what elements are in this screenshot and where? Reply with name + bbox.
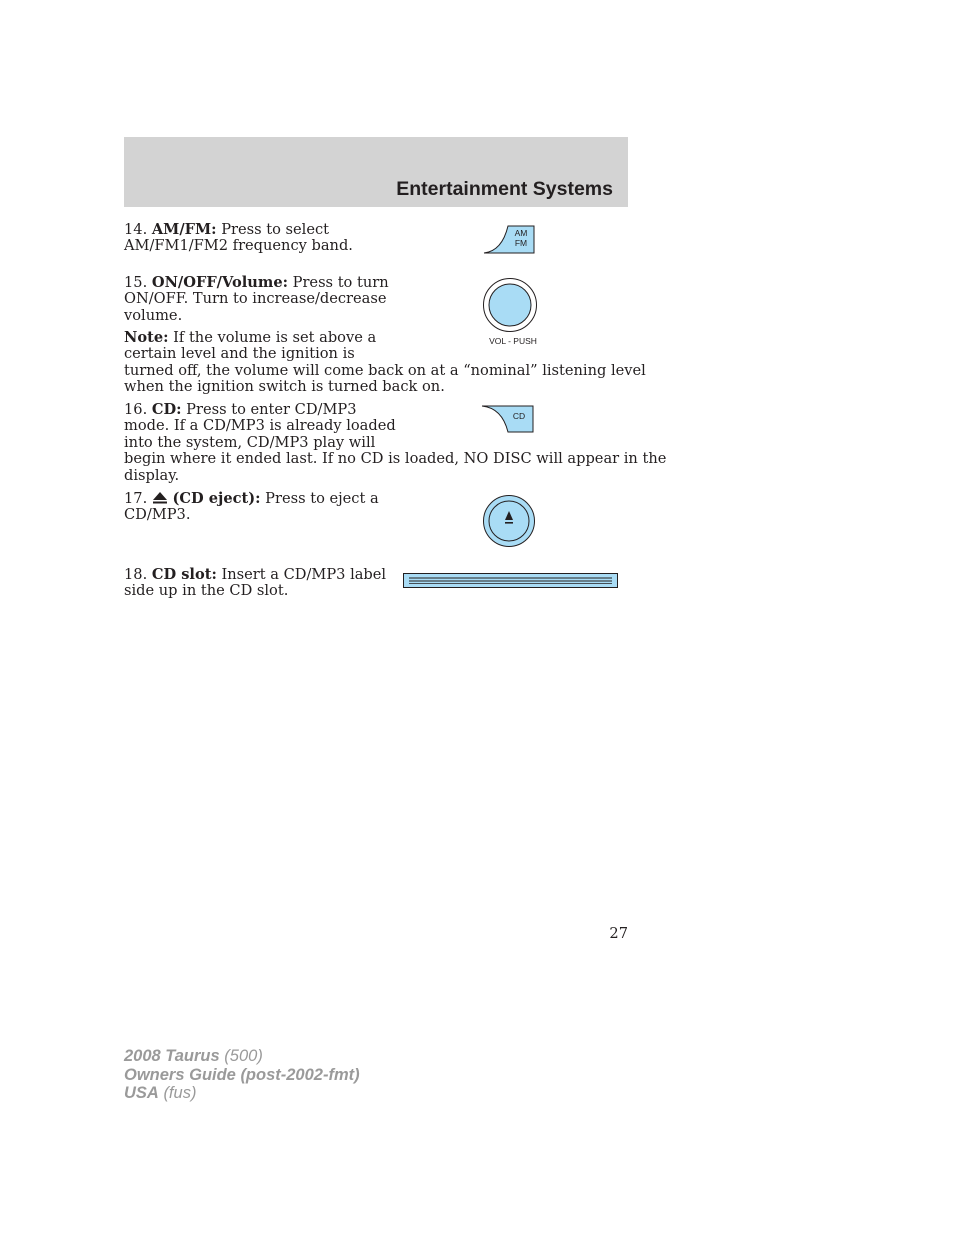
section-header [124,137,628,207]
eject-icon [482,494,536,548]
am-label: AM [514,228,528,238]
cd-slot-icon [403,573,619,589]
item-on-off-volume: 15. ON/OFF/Volume: Press to turn ON/OFF. Turn to increase/decrease volume. [124,274,389,324]
item-cd-eject: 17. (CD eject): Press to eject a CD/MP3. [124,490,379,524]
eject-inline-icon [152,492,168,504]
fm-label: FM [514,238,528,248]
cd-label: CD [512,411,526,421]
cd-button-icon [480,404,536,434]
am-fm-button-icon [482,224,536,254]
volume-note: Note: If the volume is set above a certain level and the ignition is turned off, the volume will come back on at a “nominal” listening level when the ignition switch is turned back on. [124,329,646,396]
item-cd: 16. CD: Press to enter CD/MP3 mode. If a CD/MP3 is already loaded into the system, CD/MP3 play will begin where it ended last. If no CD is loaded, NO DISC will appear in the display. [124,401,667,484]
item-am-fm: 14. AM/FM: Press to select AM/FM1/FM2 frequency band. [124,221,353,255]
item-cd-slot: 18. CD slot: Insert a CD/MP3 label side up in the CD slot. [124,566,387,600]
vol-push-label: VOL - PUSH [489,336,537,346]
section-title: Entertainment Systems [396,178,613,200]
document-footer: 2008 Taurus (500) Owners Guide (post-2002-fmt) USA (fus) [124,1047,360,1102]
page-number: 27 [609,925,628,942]
